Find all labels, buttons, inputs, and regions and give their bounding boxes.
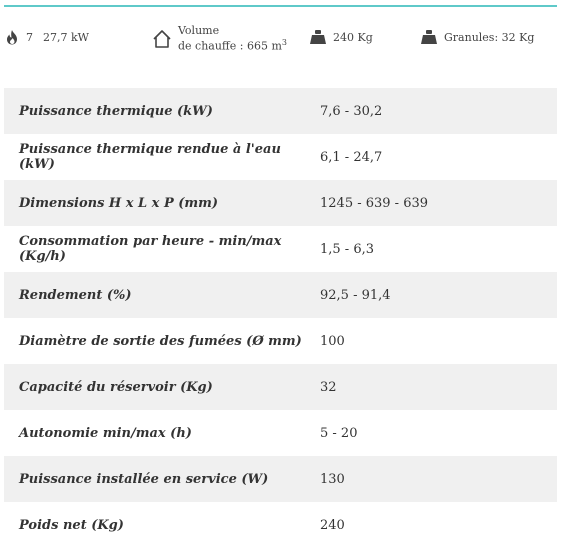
- spec-row: [4, 180, 557, 226]
- specs-table: [4, 88, 557, 548]
- spec-label: Poids net (Kg): [19, 517, 124, 533]
- weight-summary: [309, 29, 373, 45]
- spec-value: 240: [320, 517, 345, 533]
- spec-value: 1245 - 639 - 639: [320, 195, 429, 211]
- spec-label: Rendement (%): [19, 287, 132, 303]
- spec-label: Dimensions H x L x P (mm): [19, 195, 219, 211]
- volume-summary: [152, 25, 287, 53]
- weight-value: 240 Kg: [333, 30, 373, 44]
- spec-row: [4, 226, 557, 272]
- weight-icon: [309, 29, 327, 45]
- spec-value: 32: [320, 379, 337, 395]
- spec-label: Puissance thermique (kW): [19, 103, 213, 119]
- granules-value: Granules: 32 Kg: [444, 30, 535, 44]
- spec-value: 92,5 - 91,4: [320, 287, 391, 303]
- power-count: 7: [26, 30, 33, 44]
- volume-exponent: 3: [281, 38, 287, 47]
- spec-row: [4, 502, 557, 548]
- spec-label: Diamètre de sortie des fumées (Ø mm): [19, 333, 302, 349]
- house-icon: [152, 29, 172, 49]
- spec-value: 130: [320, 471, 345, 487]
- spec-value: 6,1 - 24,7: [320, 149, 383, 165]
- spec-label: Puissance thermique rendue à l'eau (kW): [19, 142, 281, 172]
- spec-row: [4, 456, 557, 502]
- volume-label: Volume: [178, 24, 220, 37]
- power-summary: [6, 29, 89, 45]
- spec-value: 7,6 - 30,2: [320, 103, 383, 119]
- power-value: 27,7 kW: [43, 30, 89, 44]
- volume-value: de chauffe : 665 m: [178, 39, 282, 53]
- spec-label: Autonomie min/max (h): [19, 425, 192, 441]
- spec-row: [4, 272, 557, 318]
- spec-row: [4, 134, 557, 180]
- spec-value: 100: [320, 333, 345, 349]
- spec-value: 1,5 - 6,3: [320, 241, 375, 257]
- spec-row: [4, 318, 557, 364]
- granules-summary: [420, 29, 534, 45]
- product-summary-header: [0, 7, 561, 71]
- spec-value: 5 - 20: [320, 425, 358, 441]
- spec-label: Capacité du réservoir (Kg): [19, 379, 213, 395]
- spec-row: [4, 364, 557, 410]
- volume-text: [178, 25, 287, 53]
- spec-label: Puissance installée en service (W): [19, 471, 269, 487]
- flame-icon: [6, 29, 18, 45]
- spec-row: [4, 88, 557, 134]
- weight-icon: [420, 29, 438, 45]
- spec-label: Consommation par heure - min/max (Kg/h): [19, 234, 282, 264]
- spec-row: [4, 410, 557, 456]
